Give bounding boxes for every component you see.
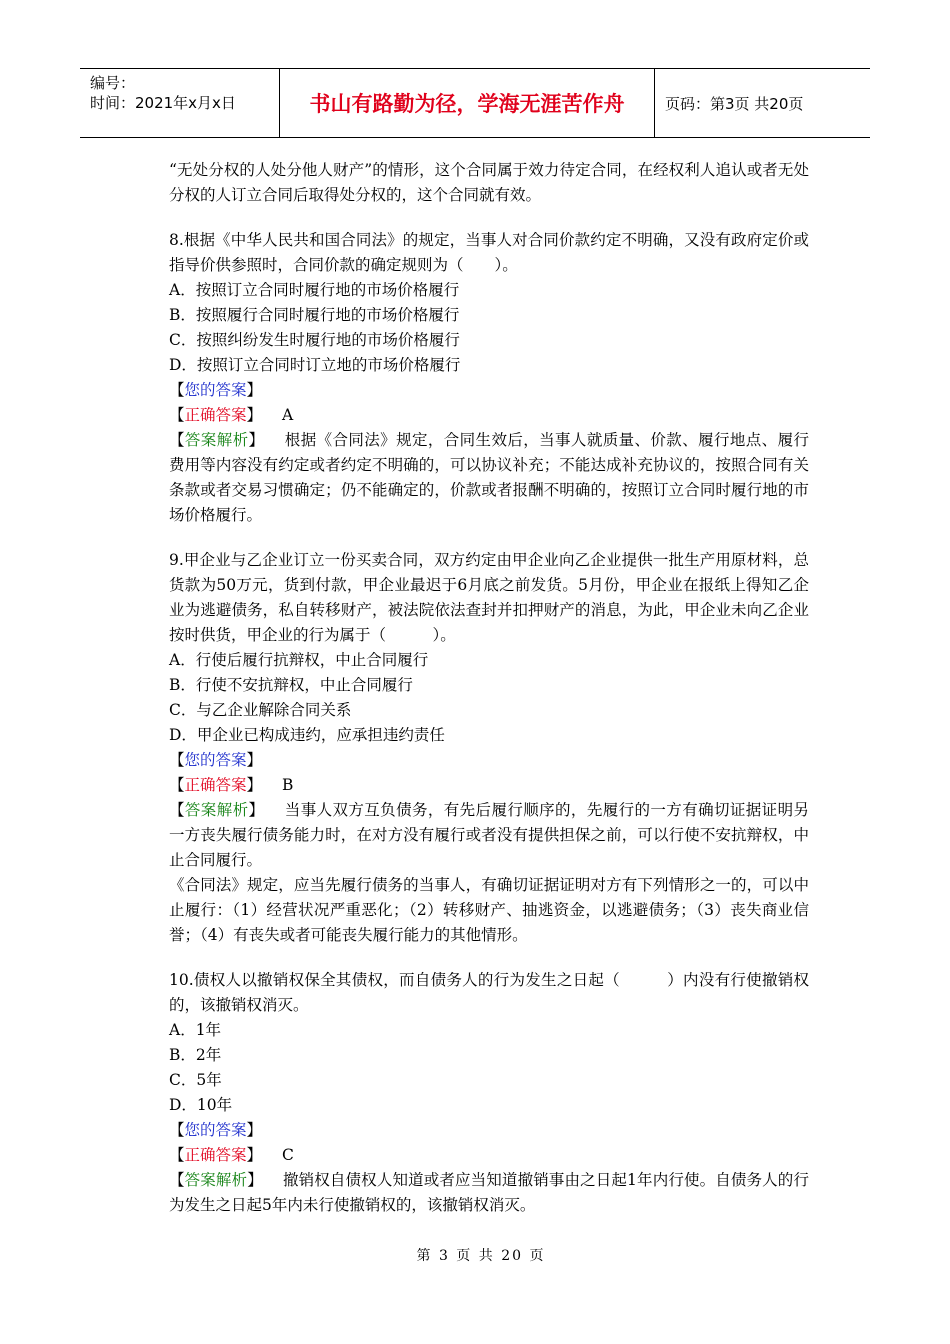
correct-answer-value: C (282, 1146, 294, 1164)
analysis-line: 【答案解析】 根据《合同法》规定，合同生效后，当事人就质量、价款、履行地点、履行费用等内容没有约定或者约定不明确的，可以协议补充；不能达成补充协议的，按照合同有关条款或者交易习惯确定；仍不能确定的，价款或者报酬不明确的，按照订立合同时履行地的市场价格履行。 (169, 431, 809, 524)
page-footer: 第 3 页 共 20 页 (416, 1248, 546, 1264)
option-c: C．按照纠纷发生时履行地的市场价格履行 (169, 331, 460, 349)
your-answer-label: 您的答案 (184, 751, 247, 769)
question-stem: 9.甲企业与乙企业订立一份买卖合同，双方约定由甲企业向乙企业提供一批生产用原材料，总货款为50万元，货到付款，甲企业最迟于6月底之前发货。5月份，甲企业在报纸上得知乙企业为逃避债务，私自转移财产，被法院依法查封并扣押财产的消息，为此，甲企业未向乙企业按时供货，甲企业的行为属于（ ）。 (169, 551, 809, 644)
your-answer-line: 【您的答案】 (169, 1121, 263, 1139)
your-answer-line: 【您的答案】 (169, 751, 263, 769)
option-b: B．行使不安抗辩权，中止合同履行 (169, 676, 413, 694)
correct-answer-value: A (282, 406, 294, 424)
header-meta (80, 69, 280, 137)
your-answer-label: 您的答案 (184, 381, 247, 399)
analysis-label: 答案解析 (184, 1171, 248, 1189)
option-d: D．甲企业已构成违约，应承担违约责任 (169, 726, 445, 744)
option-a: A．1年 (169, 1021, 222, 1039)
question-8 (169, 228, 809, 528)
question-stem: 8.根据《中华人民共和国合同法》的规定，当事人对合同价款约定不明确，又没有政府定价或指导价供参照时，合同价款的确定规则为（ ）。 (169, 231, 809, 274)
option-a: A．行使后履行抗辩权，中止合同履行 (169, 651, 429, 669)
question-10 (169, 968, 809, 1218)
option-d: D．10年 (169, 1096, 233, 1114)
correct-answer-label: 正确答案 (184, 1146, 247, 1164)
correct-answer-line: 【正确答案】 C (169, 1146, 294, 1164)
serial-label: 编号： (90, 74, 136, 92)
analysis-line: 【答案解析】 当事人双方互负债务，有先后履行顺序的，先履行的一方有确切证据证明另一方丧失履行债务能力时，在对方没有履行或者没有提供担保之前，可以行使不安抗辩权，中止合同履行。 (169, 801, 809, 869)
analysis-text: 当事人双方互负债务，有先后履行顺序的，先履行的一方有确切证据证明另一方丧失履行债务能力时，在对方没有履行或者没有提供担保之前，可以行使不安抗辩权，中止合同履行。 (169, 801, 809, 869)
your-answer-line: 【您的答案】 (169, 381, 263, 399)
correct-answer-line: 【正确答案】 B (169, 776, 294, 794)
analysis-text: 根据《合同法》规定，合同生效后，当事人就质量、价款、履行地点、履行费用等内容没有约定或者约定不明确的，可以协议补充；不能达成补充协议的，按照合同有关条款或者交易习惯确定；仍不能确定的，价款或者报酬不明确的，按照订立合同时履行地的市场价格履行。 (169, 431, 809, 524)
correct-answer-line: 【正确答案】 A (169, 406, 294, 424)
page-header (80, 68, 870, 138)
your-answer-label: 您的答案 (184, 1121, 247, 1139)
analysis-label: 答案解析 (184, 801, 249, 819)
correct-answer-label: 正确答案 (184, 406, 247, 424)
question-stem: 10.债权人以撤销权保全其债权，而自债务人的行为发生之日起（ ）内没有行使撤销权的，该撤销权消灭。 (169, 971, 809, 1014)
analysis-line: 【答案解析】 撤销权自债权人知道或者应当知道撤销事由之日起1年内行使。自债务人的行为发生之日起5年内未行使撤销权的，该撤销权消灭。 (169, 1171, 809, 1214)
correct-answer-label: 正确答案 (184, 776, 247, 794)
analysis-extra: 《合同法》规定，应当先履行债务的当事人，有确切证据证明对方有下列情形之一的，可以中止履行：（1）经营状况严重恶化；（2）转移财产、抽逃资金，以逃避债务；（3）丧失商业信誉；（4）有丧失或者可能丧失履行能力的其他情形。 (169, 876, 809, 944)
header-motto: 书山有路勤为径，学海无涯苦作舟 (280, 69, 655, 137)
question-9 (169, 548, 809, 948)
option-b: B．按照履行合同时履行地的市场价格履行 (169, 306, 460, 324)
option-a: A．按照订立合同时履行地的市场价格履行 (169, 281, 460, 299)
header-page-info: 页码：第3页 共20页 (665, 94, 804, 113)
option-b: B．2年 (169, 1046, 222, 1064)
analysis-label: 答案解析 (184, 431, 249, 449)
document-body (169, 158, 809, 1218)
analysis-text: 撤销权自债权人知道或者应当知道撤销事由之日起1年内行使。自债务人的行为发生之日起5年内未行使撤销权的，该撤销权消灭。 (169, 1171, 809, 1214)
intro-paragraph: “无处分权的人处分他人财产”的情形，这个合同属于效力待定合同，在经权利人追认或者无处分权的人订立合同后取得处分权的，这个合同就有效。 (169, 161, 809, 204)
date-label: 时间：2021年x月x日 (90, 94, 236, 112)
option-d: D．按照订立合同时订立地的市场价格履行 (169, 356, 461, 374)
option-c: C．5年 (169, 1071, 222, 1089)
correct-answer-value: B (282, 776, 294, 794)
option-c: C．与乙企业解除合同关系 (169, 701, 352, 719)
